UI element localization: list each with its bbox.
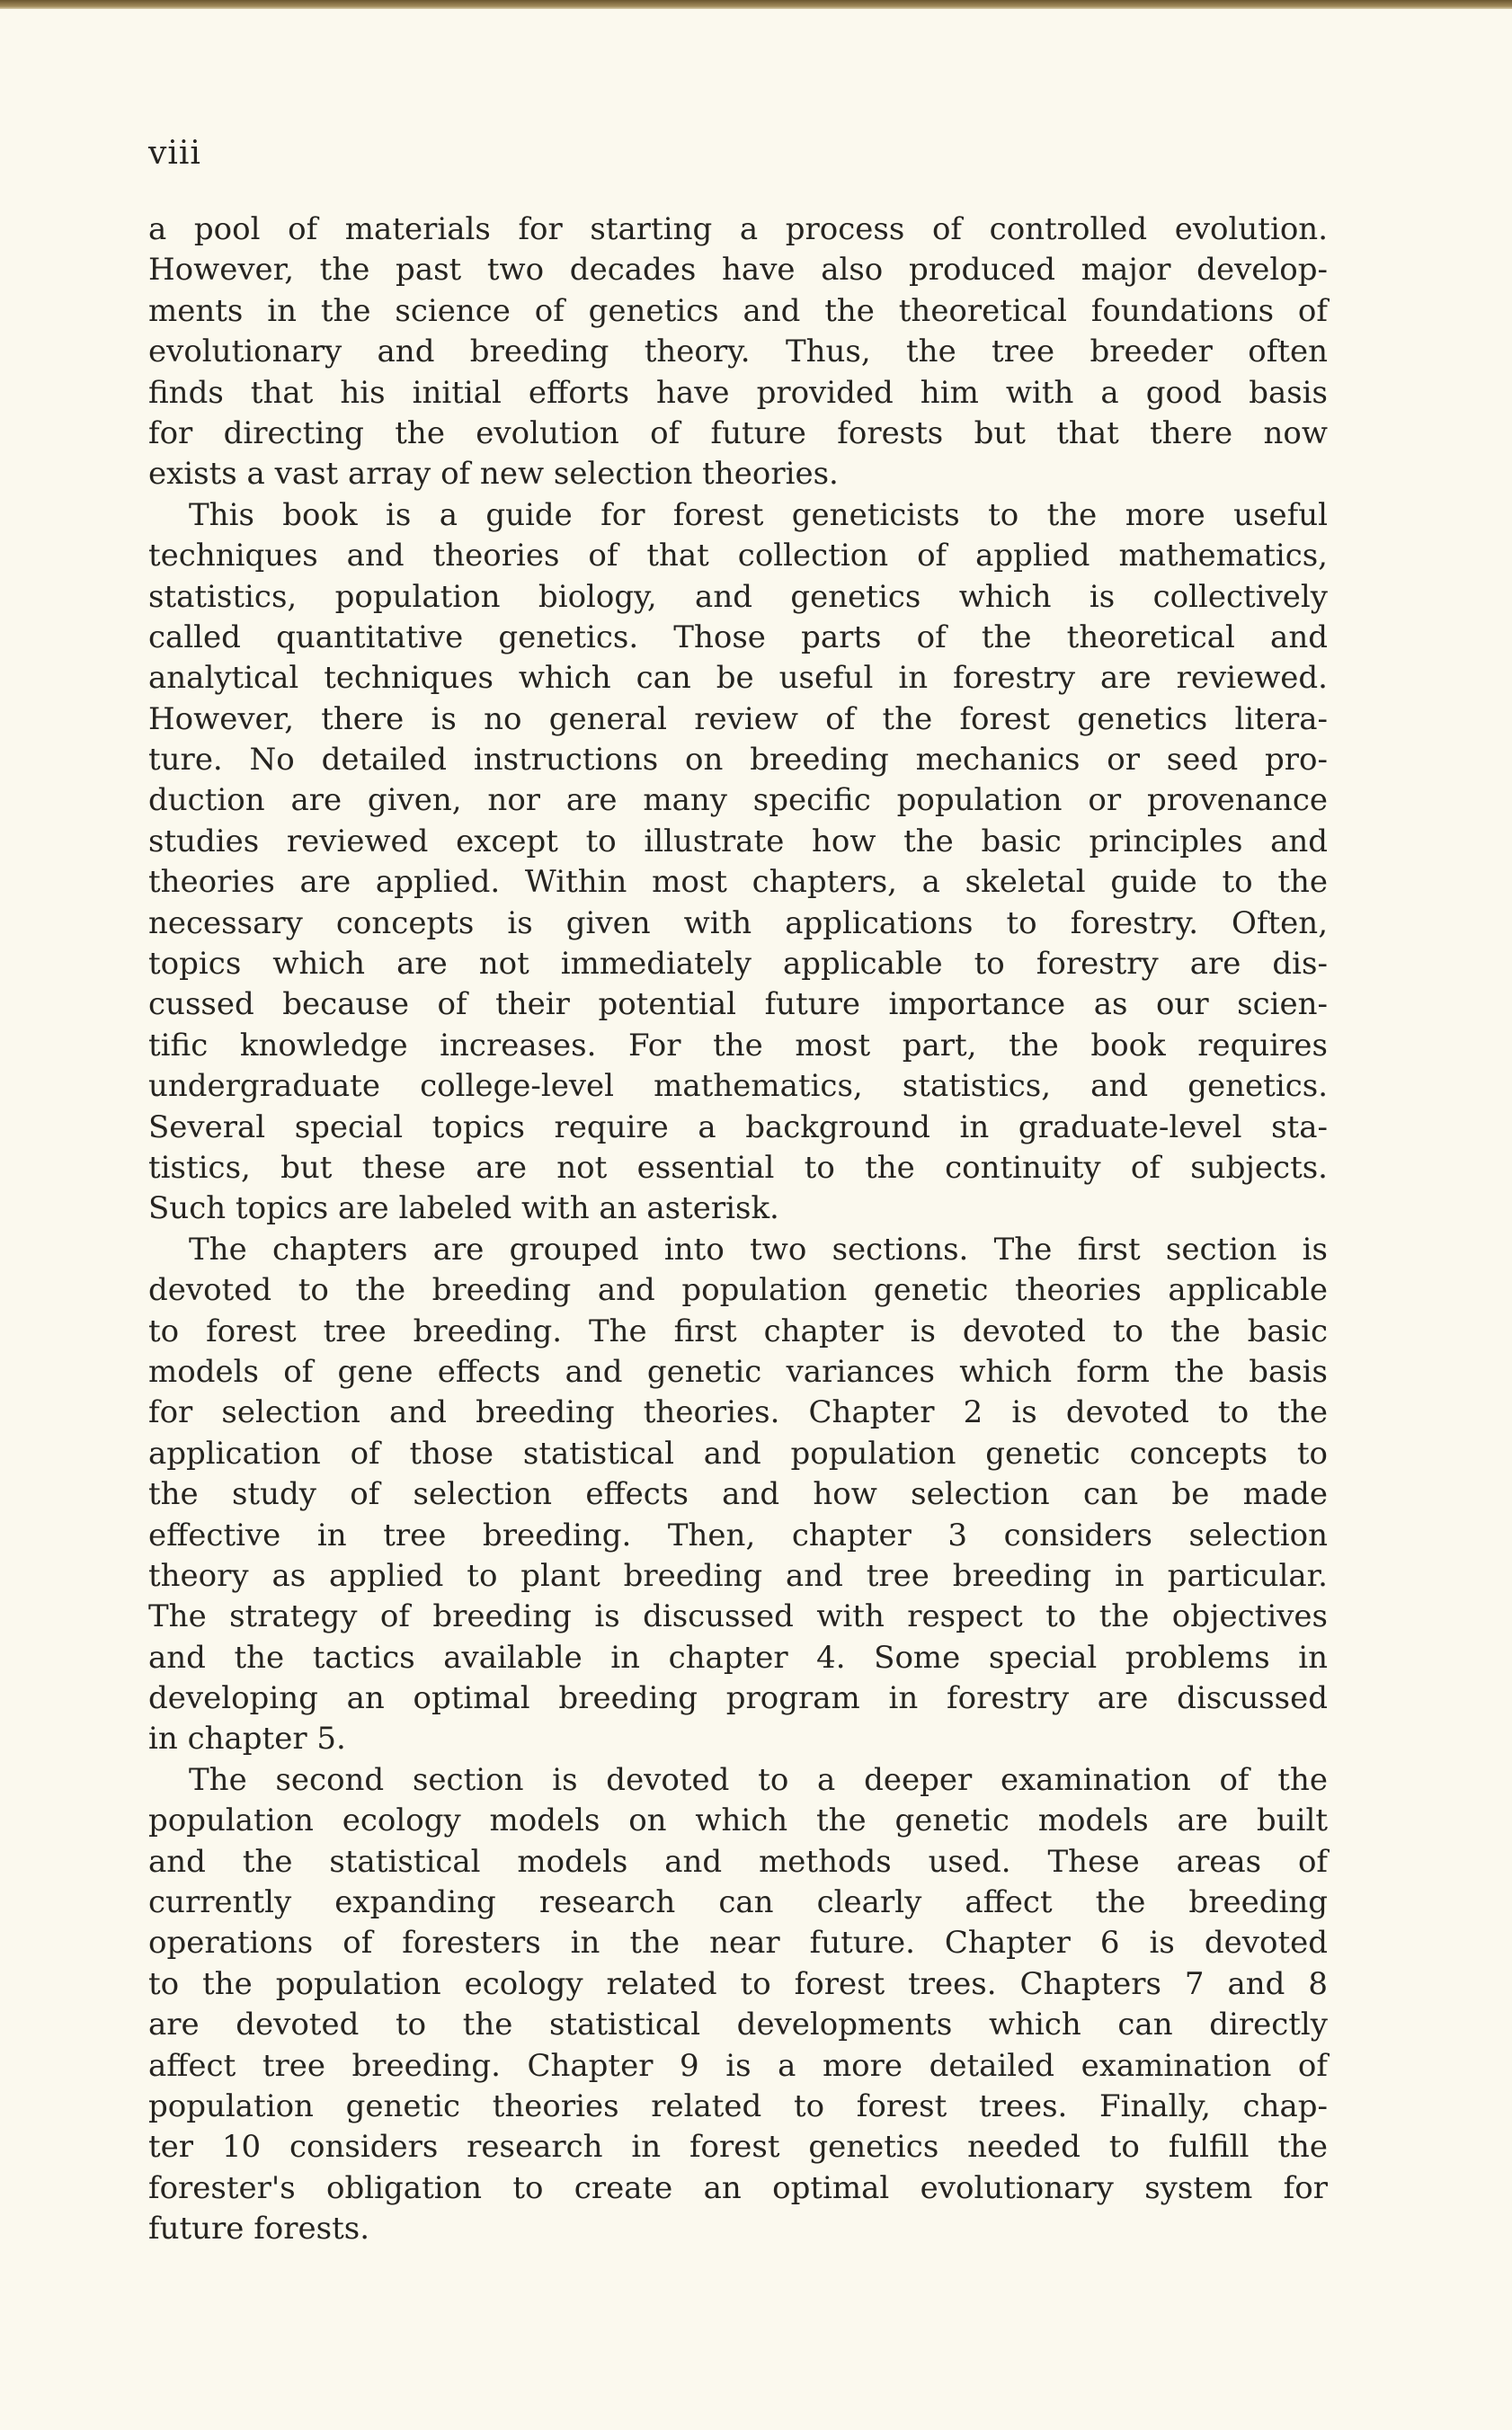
text-line: cussed because of their potential future importance as our scien- [148,986,1328,1023]
text-line: However, there is no general review of the forest genetics litera- [148,700,1328,737]
text-line: exists a vast array of new selection theories. [148,456,839,493]
text-line: and the tactics available in chapter 4. Some special problems in [148,1639,1328,1676]
text-line: operations of foresters in the near future. Chapter 6 is devoted [148,1925,1328,1962]
text-line: finds that his initial efforts have provided him with a good basis [148,374,1328,411]
paragraph [148,1760,1328,2250]
paragraph [148,209,1328,495]
text-line: Such topics are labeled with an asterisk. [148,1190,779,1227]
text-line: are devoted to the statistical developments which can directly [148,2007,1328,2043]
text-line: a pool of materials for starting a process of controlled evolution. [148,211,1328,247]
text-line: evolutionary and breeding theory. Thus, the tree breeder often [148,334,1328,370]
text-line: developing an optimal breeding program in forestry are discussed [148,1680,1328,1717]
text-line: population ecology models on which the genetic models are built [148,1802,1328,1839]
text-line: and the statistical models and methods used. These areas of [148,1843,1328,1880]
text-line: affect tree breeding. Chapter 9 is a more detailed examination of [148,2047,1328,2084]
page-number: viii [148,135,201,172]
text-line: forester's obligation to create an optimal evolutionary system for [148,2169,1328,2206]
body-text [148,209,1328,2250]
text-line: topics which are not immediately applicable to forestry are dis- [148,946,1328,983]
text-line: ments in the science of genetics and the theoretical foundations of [148,292,1328,329]
text-line: duction are given, nor are many specific population or provenance [148,782,1328,819]
text-line: in chapter 5. [148,1721,346,1758]
text-line: for selection and breeding theories. Chapter 2 is devoted to the [148,1394,1328,1431]
text-line: to the population ecology related to forest trees. Chapters 7 and 8 [148,1965,1328,2002]
text-line: The second section is devoted to a deeper examination of the [189,1761,1328,1798]
text-line: ter 10 considers research in forest genetics needed to fulfill the [148,2129,1328,2166]
text-line: population genetic theories related to forest trees. Finally, chap- [148,2087,1328,2124]
text-line: ture. No detailed instructions on breeding mechanics or seed pro- [148,742,1328,779]
text-line: application of those statistical and population genetic concepts to [148,1435,1328,1472]
paragraph [148,495,1328,1230]
text-line: currently expanding research can clearly affect the breeding [148,1884,1328,1921]
text-line: for directing the evolution of future forests but that there now [148,414,1328,451]
text-line: analytical techniques which can be useful in forestry are reviewed. [148,660,1328,697]
text-line: This book is a guide for forest geneticists to the more useful [189,496,1328,533]
text-line: called quantitative genetics. Those parts of the theoretical and [148,619,1328,655]
text-line: undergraduate college-level mathematics, statistics, and genetics. [148,1068,1328,1105]
text-line: the study of selection effects and how selection can be made [148,1476,1328,1513]
text-line: theories are applied. Within most chapters, a skeletal guide to the [148,864,1328,901]
text-line: statistics, population biology, and genetics which is collectively [148,578,1328,615]
paragraph [148,1230,1328,1760]
text-line: techniques and theories of that collection of applied mathematics, [148,538,1328,574]
text-line: necessary concepts is given with applications to forestry. Often, [148,904,1328,941]
text-line: Several special topics require a background in graduate-level sta- [148,1108,1328,1145]
text-line: effective in tree breeding. Then, chapter 3 considers selection [148,1517,1328,1553]
text-line: models of gene effects and genetic variances which form the basis [148,1353,1328,1390]
text-line: The chapters are grouped into two sections. The first section is [189,1231,1328,1268]
text-line: However, the past two decades have also produced major develop- [148,252,1328,289]
text-line: devoted to the breeding and population genetic theories applicable [148,1272,1328,1309]
text-line: tific knowledge increases. For the most part, the book requires [148,1027,1328,1064]
text-line: The strategy of breeding is discussed with respect to the objectives [148,1598,1328,1635]
page-top-edge [0,0,1512,9]
text-line: to forest tree breeding. The first chapter is devoted to the basic [148,1313,1328,1349]
text-line: studies reviewed except to illustrate how the basic principles and [148,823,1328,859]
text-line: theory as applied to plant breeding and tree breeding in particular. [148,1557,1328,1594]
text-line: future forests. [148,2211,370,2248]
text-line: tistics, but these are not essential to the continuity of subjects. [148,1149,1328,1186]
